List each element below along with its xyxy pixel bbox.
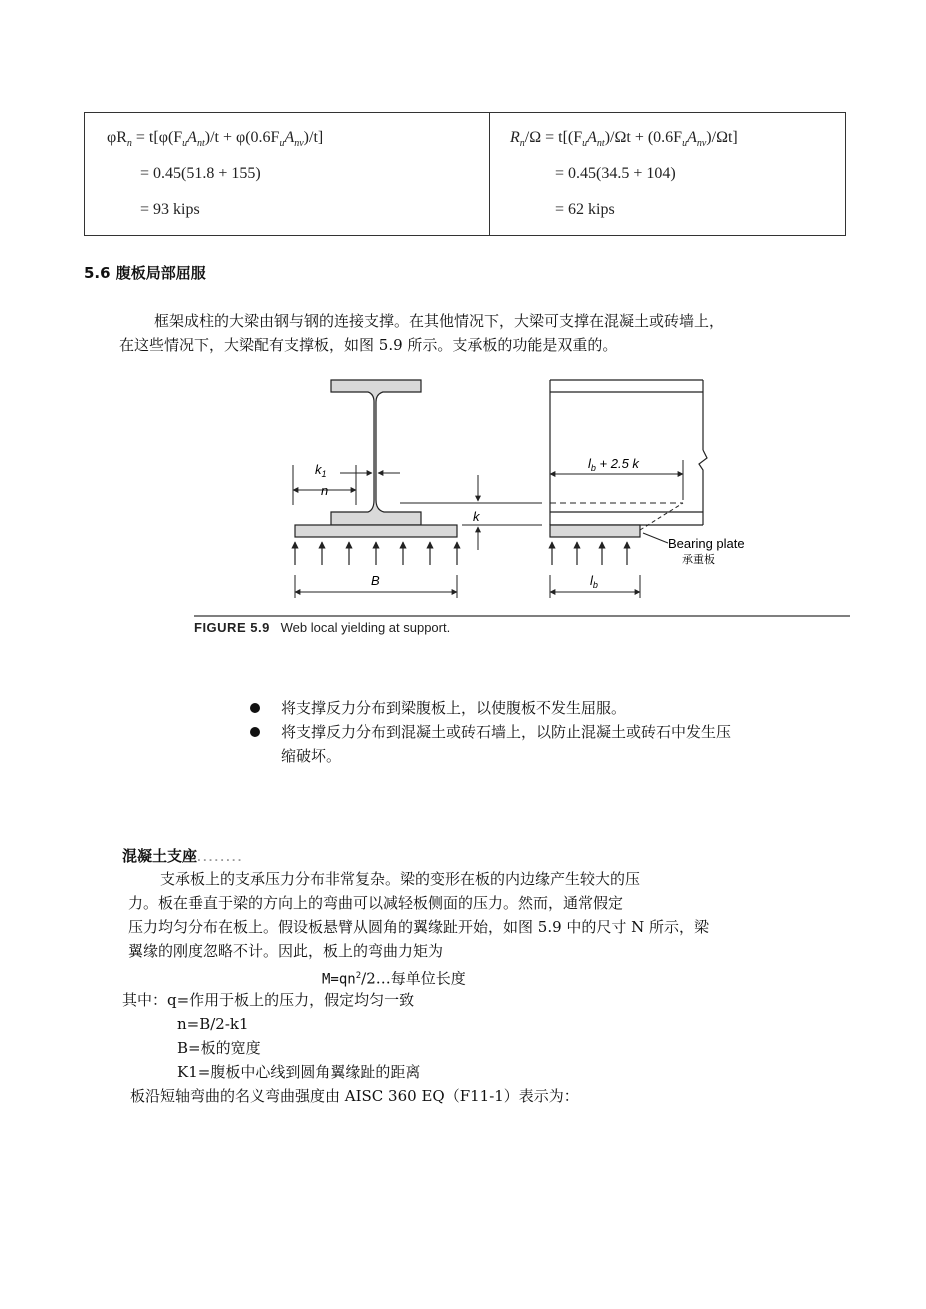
label-lb: $l_b$ — [590, 573, 598, 590]
paragraph-line: 板沿短轴弯曲的名义弯曲强度由 AISC 360 EQ（F11-1）表示为： — [130, 1087, 579, 1105]
paragraph-line: 翼缘的刚度忽略不计。因此，板上的弯曲力矩为 — [128, 942, 444, 960]
label-k1: $k_1$ — [315, 462, 327, 479]
bullet-item: 将支撑反力分布到混凝土或砖石墙上，以防止混凝土或砖石中发生压 — [281, 723, 732, 741]
asd-equation-line3: = 62 kips — [555, 201, 615, 218]
table-divider — [489, 113, 490, 235]
paragraph-line: 力。板在垂直于梁的方向上的弯曲可以减轻板侧面的压力。然而，通常假定 — [128, 894, 624, 912]
moment-formula: $M=qn^2/2\dots$每单位长度 — [322, 969, 466, 988]
lrfd-equation-line2: = 0.45(51.8 + 155) — [140, 165, 261, 182]
where-line: B=板的宽度 — [177, 1039, 261, 1057]
label-k: k — [473, 509, 480, 524]
where-line: n=B/2-k1 — [177, 1015, 249, 1033]
lrfd-equation-line3: = 93 kips — [140, 201, 200, 218]
asd-equation-line1: $R_n/\Omega = t[(F_uA_{nt})/\Omega t + (0.6F_uA_{nv})/\Omega t]$ — [510, 129, 738, 150]
figure-web-local-yielding — [180, 370, 860, 645]
equation-table — [84, 112, 846, 236]
where-line: K1=腹板中心线到圆角翼缘趾的距离 — [177, 1063, 421, 1081]
paragraph-line: 框架成柱的大梁由钢与钢的连接支撑。在其他情况下，大梁可支撑在混凝土或砖墙上， — [154, 312, 725, 330]
dispersion-line — [640, 503, 683, 530]
figure-caption: FIGURE 5.9 Web local yielding at support. — [194, 620, 451, 635]
bullet-icon — [250, 703, 260, 713]
bullet-item: 将支撑反力分布到梁腹板上，以使腹板不发生屈服。 — [281, 699, 627, 717]
paragraph-line: 在这些情况下，大梁配有支撑板，如图 5.9 所示。支承板的功能是双重的。 — [119, 336, 618, 354]
bullet-icon — [250, 727, 260, 737]
concrete-heading: 混凝土支座........ — [122, 847, 244, 865]
paragraph-line: 压力均匀分布在板上。假设板悬臂从圆角的翼缘趾开始，如图 5.9 中的尺寸 N 所示，梁 — [128, 918, 710, 936]
paragraph-line: 支承板上的支承压力分布非常复杂。梁的变形在板的内边缘产生较大的压 — [160, 870, 641, 888]
label-lb-plus-2-5k: $l_b + 2.5$ k — [588, 456, 639, 473]
support-arrows-right — [552, 542, 627, 565]
lrfd-equation-line1: $\varphi R_n = t[\varphi(F_uA_{nt})/t + \varphi(0.6F_uA_{nv})/t]$ — [107, 129, 324, 150]
label-bearing-plate: Bearing plate — [668, 536, 745, 551]
label-bearing-plate-cn: 承重板 — [682, 553, 715, 566]
support-arrows-left — [295, 542, 457, 565]
section-heading: 5.6 腹板局部屈服 — [84, 264, 206, 282]
label-b: B — [371, 573, 380, 588]
dimension-k1-n — [293, 465, 400, 505]
asd-equation-line2: = 0.45(34.5 + 104) — [555, 165, 676, 182]
callout-leader — [643, 533, 668, 543]
bearing-plate-left — [295, 525, 457, 537]
label-n: n — [321, 483, 329, 498]
where-line: 其中：q=作用于板上的压力，假定均匀一致 — [122, 991, 415, 1009]
bearing-plate-right — [550, 525, 640, 537]
bullet-item-continued: 缩破坏。 — [281, 747, 342, 765]
